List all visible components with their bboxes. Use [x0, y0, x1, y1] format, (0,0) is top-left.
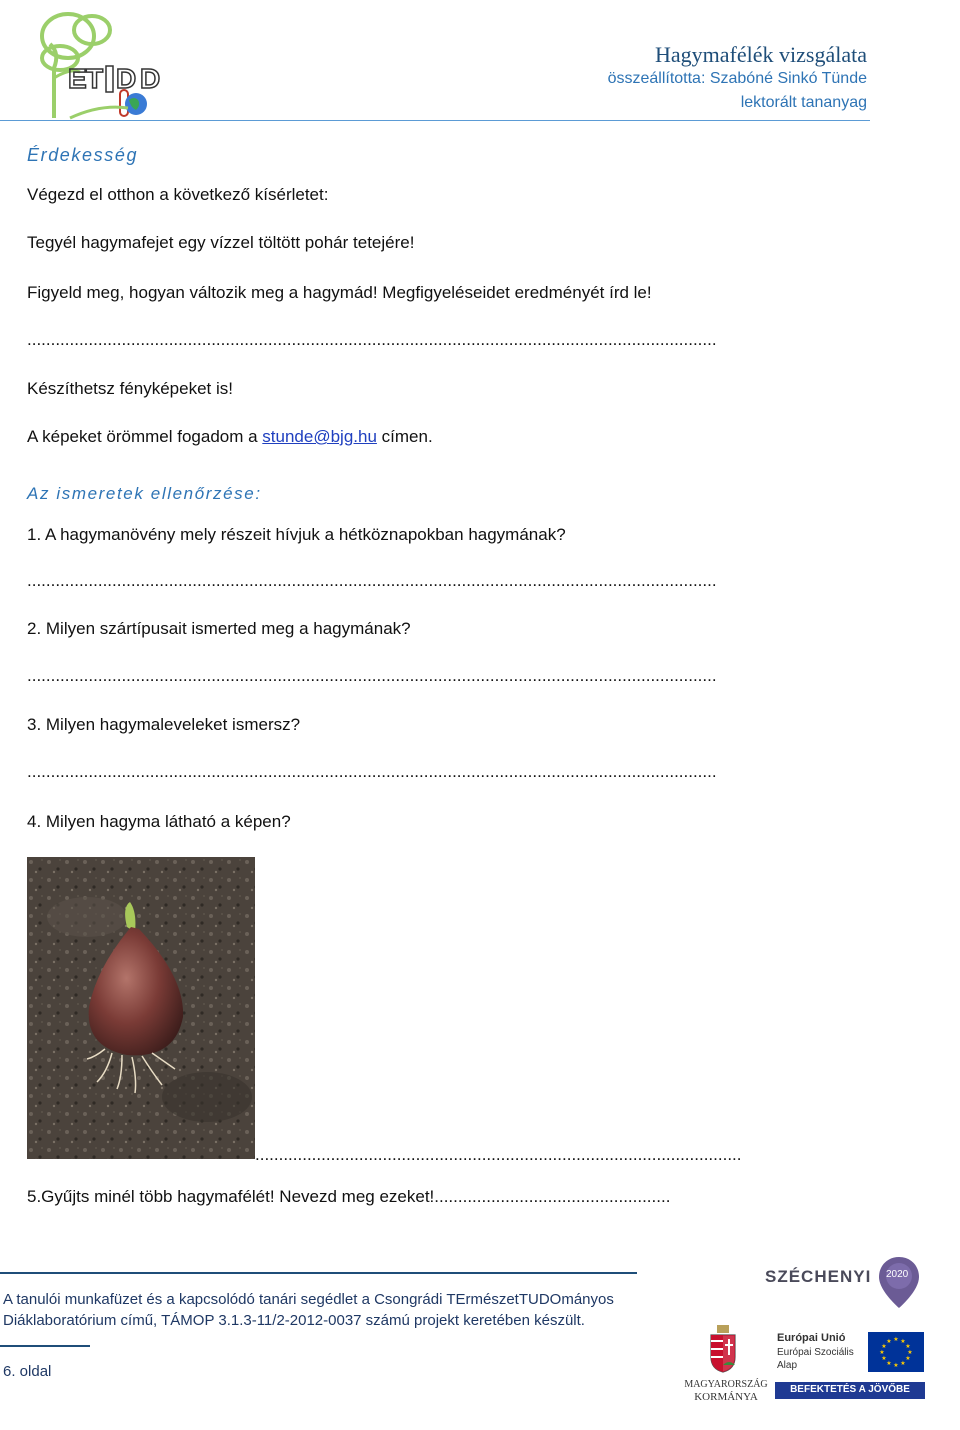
answer-line: ..................................................	[434, 1187, 671, 1206]
svg-text:★: ★	[905, 1343, 911, 1350]
question-5	[27, 1187, 670, 1207]
document-title: Hagymafélék vizsgálata	[655, 42, 867, 67]
szechenyi-year: 2020	[886, 1269, 909, 1280]
svg-text:★: ★	[900, 1360, 906, 1367]
hungarian-government-logo	[680, 1325, 768, 1405]
svg-text:★: ★	[886, 1338, 892, 1345]
svg-text:E: E	[68, 63, 87, 94]
coat-of-arms-icon	[708, 1325, 738, 1373]
paragraph-experiment-step: Tegyél hagymafejet egy vízzel töltött pohár tetejére!	[27, 233, 415, 252]
section-heading-check: Az ismeretek ellenőrzése:	[27, 484, 262, 503]
svg-text:★: ★	[881, 1355, 887, 1362]
paragraph-email	[27, 427, 433, 447]
document-author: összeállította: Szabóné Sinkó Tünde	[607, 70, 867, 87]
svg-text:★: ★	[886, 1360, 892, 1367]
etidd-logo	[30, 8, 175, 120]
question-4: 4. Milyen hagyma látható a képen?	[27, 812, 291, 831]
svg-text:★: ★	[879, 1349, 885, 1356]
eu-label-line-1: Európai Unió	[777, 1332, 846, 1344]
question-1: 1. A hagymanövény mely részeit hívjuk a hétköznapokban hagymának?	[27, 525, 566, 544]
header-divider	[0, 120, 870, 121]
eu-banner	[775, 1382, 925, 1399]
answer-line: ..................................................................................................................................................	[27, 666, 717, 685]
question-2: 2. Milyen szártípusait ismerted meg a hagymának?	[27, 619, 411, 638]
answer-line: .......................................................................................................	[255, 1145, 742, 1164]
eu-label-line-3: Alap	[777, 1360, 798, 1371]
section-heading-interest: Érdekesség	[27, 145, 139, 165]
svg-text:★: ★	[893, 1336, 899, 1343]
question-5-text: 5.Gyűjts minél több hagymafélét! Nevezd meg ezeket!	[27, 1187, 435, 1206]
email-text-after: címen.	[376, 427, 433, 446]
svg-text:★: ★	[881, 1343, 887, 1350]
svg-text:D: D	[140, 63, 161, 94]
footer-divider	[0, 1272, 637, 1274]
page-number: 6. oldal	[3, 1363, 52, 1380]
answer-line: ..................................................................................................................................................	[27, 330, 717, 349]
gov-label-line-2: KORMÁNYA	[694, 1391, 758, 1403]
szechenyi-2020-logo	[765, 1255, 920, 1310]
eu-banner-text: BEFEKTETÉS A JÖVŐBE	[790, 1384, 910, 1395]
eu-label-line-2: Európai Szociális	[777, 1347, 854, 1358]
bulb-photo	[27, 857, 255, 1159]
svg-text:★: ★	[907, 1349, 913, 1356]
gov-label-line-1: MAGYARORSZÁG	[684, 1379, 768, 1390]
map-pin-icon	[877, 1255, 921, 1310]
szechenyi-label: SZÉCHENYI	[765, 1267, 872, 1286]
email-link[interactable]: stunde@bjg.hu	[262, 427, 377, 446]
paragraph-observe: Figyeld meg, hogyan változik meg a hagymád! Megfigyeléseidet eredményét írd le!	[27, 283, 652, 302]
document-note: lektorált tananyag	[740, 94, 867, 111]
eu-flag-icon	[868, 1332, 924, 1372]
svg-text:★: ★	[893, 1362, 899, 1369]
eu-esf-logo	[772, 1332, 927, 1402]
svg-text:★: ★	[900, 1338, 906, 1345]
answer-line: ..................................................................................................................................................	[27, 762, 717, 781]
answer-line: ..................................................................................................................................................	[27, 571, 717, 590]
svg-text:T: T	[86, 63, 104, 94]
question-3: 3. Milyen hagymaleveleket ismersz?	[27, 715, 301, 734]
svg-text:D: D	[116, 63, 137, 94]
email-text-before: A képeket örömmel fogadom a	[27, 427, 263, 446]
paragraph-photos: Készíthetsz fényképeket is!	[27, 379, 233, 398]
svg-text:★: ★	[905, 1355, 911, 1362]
paragraph-experiment-intro: Végezd el otthon a következő kísérletet:	[27, 185, 329, 204]
page-number-divider	[0, 1345, 90, 1347]
footer-project-line-2: Diáklaboratórium című, TÁMOP 3.1.3-11/2-2012-0037 számú projekt keretében készült.	[3, 1312, 585, 1329]
footer-project-line-1: A tanulói munkafüzet és a kapcsolódó tanári segédlet a Csongrádi TErmészetTUDOmányos	[3, 1291, 614, 1308]
